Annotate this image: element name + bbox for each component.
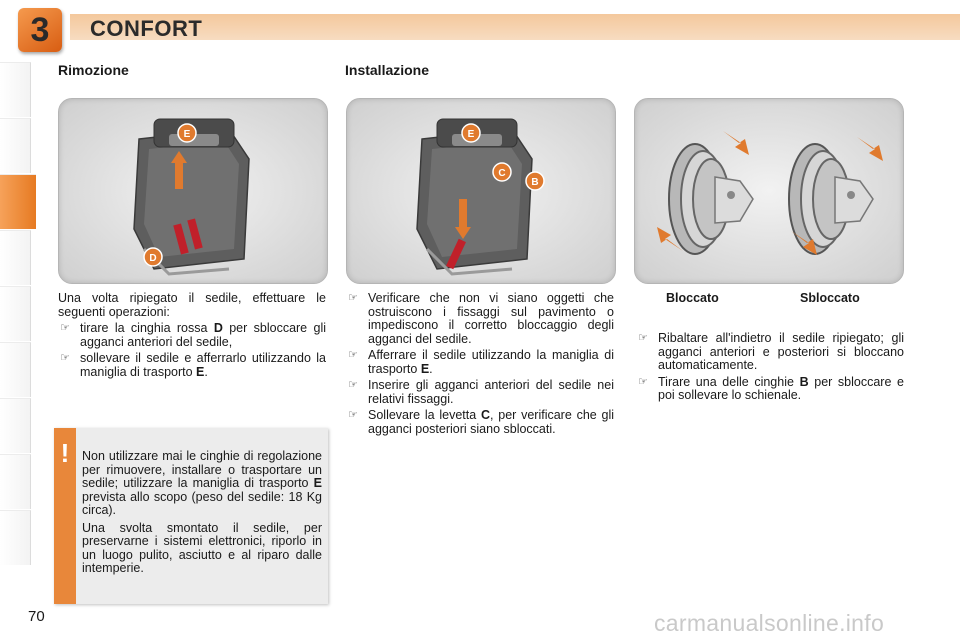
folding-instructions — [636, 332, 904, 403]
folding-step-1: ☞ Ribaltare all'indietro il sedile ripiegato; gli agganci anteriori e posteriori si bloccano automaticamente. — [638, 331, 904, 372]
folding-step-2: ☞ Tirare una delle cinghie B per sbloccare e poi sollevare lo schienale. — [638, 374, 905, 402]
label-d-panel1: D — [149, 253, 157, 264]
installation-step-1: ☞ Verificare che non vi siano oggetti che ostruiscono i fissaggi sul pavimento o impediscono il corretto bloccaggio degli agganci del sedile. — [348, 291, 614, 346]
warning-paragraph-2: Una svolta smontato il sedile, per preservarne i sistemi elettronici, riporlo in un luogo pulito, asciutto e al riparo dalle intemperie. — [82, 520, 322, 575]
bullet-symbol: ☞ — [348, 292, 358, 304]
illustration-seat-removal — [58, 98, 328, 284]
bullet-symbol: ☞ — [638, 332, 648, 344]
removal-intro: Una volta ripiegato il sedile, effettuare le seguenti operazioni: — [58, 291, 326, 319]
watermark: carmanualsonline.info — [654, 610, 885, 636]
label-b-panel2: B — [531, 177, 539, 188]
page-number: 70 — [28, 608, 45, 625]
chapter-tab-9[interactable] — [0, 510, 31, 565]
installation-step-3: ☞ Inserire gli agganci anteriori del sedile nei relativi fissaggi. — [348, 378, 614, 406]
chapter-title: CONFORT — [90, 16, 203, 41]
bullet-symbol: ☞ — [348, 409, 358, 421]
chapter-tab-7[interactable] — [0, 398, 31, 453]
bullet-symbol: ☞ — [638, 375, 648, 388]
removal-instructions — [58, 292, 326, 379]
caption-locked: Bloccato — [666, 291, 719, 305]
chapter-tab-6[interactable] — [0, 342, 31, 397]
header-bar — [0, 0, 960, 52]
header-band — [70, 14, 960, 40]
chapter-number: 3 — [30, 11, 50, 49]
bullet-symbol: ☞ — [60, 352, 70, 364]
section-title-removal: Rimozione — [58, 62, 129, 78]
chapter-tab-1[interactable] — [0, 62, 31, 117]
chapter-badge — [18, 8, 62, 52]
removal-step-2: ☞ sollevare il sedile e afferrarlo utilizzando la maniglia di trasporto E. — [60, 351, 326, 379]
bullet-symbol: ☞ — [348, 379, 358, 391]
label-c-panel2: C — [498, 168, 506, 179]
illustration-seat-installation — [346, 98, 616, 284]
installation-instructions — [346, 292, 614, 436]
bullet-symbol: ☞ — [60, 322, 70, 334]
chapter-tab-2[interactable] — [0, 118, 31, 173]
chapter-tab-3-active[interactable] — [0, 174, 36, 229]
installation-step-2: ☞ Afferrare il sedile utilizzando la maniglia di trasporto E. — [348, 348, 614, 376]
bullet-symbol: ☞ — [348, 349, 358, 361]
chapter-tab-8[interactable] — [0, 454, 31, 509]
label-e-panel2: E — [467, 129, 475, 140]
caption-unlocked: Sbloccato — [800, 291, 860, 305]
illustration-latch-states — [634, 98, 904, 284]
installation-step-4: ☞ Sollevare la levetta C, per verificare che gli agganci posteriori siano sbloccati. — [348, 408, 614, 436]
warning-icon: ! — [57, 440, 73, 466]
section-title-installation: Installazione — [345, 62, 430, 78]
latch-unlocked — [789, 137, 883, 255]
warning-paragraph-1: Non utilizzare mai le cinghie di regolazione per rimuovere, installare o trasportare un sedile; utilizzare la maniglia di trasporto E prevista allo scopo (peso del sedile: 18 Kg circa). — [82, 449, 322, 517]
chapter-tab-strip — [0, 62, 34, 582]
warning-text — [82, 450, 322, 580]
label-e-panel1: E — [183, 129, 191, 140]
latch-locked — [657, 131, 753, 254]
removal-step-1: ☞ tirare la cinghia rossa D per sbloccare gli agganci anteriori del sedile, — [60, 321, 326, 349]
warning-box — [54, 428, 328, 604]
chapter-tab-4[interactable] — [0, 230, 31, 285]
chapter-tab-5[interactable] — [0, 286, 31, 341]
